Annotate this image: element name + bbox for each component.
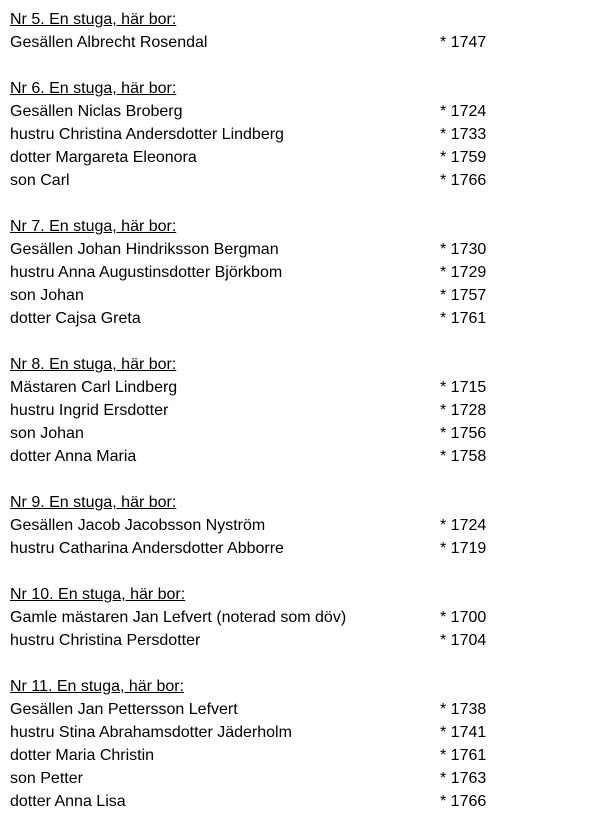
person-row — [10, 514, 570, 537]
person-row — [10, 399, 570, 422]
household-heading: Nr 10. En stuga, här bor: — [10, 586, 186, 603]
person-row — [10, 238, 570, 261]
person-name: dotter Cajsa Greta — [10, 310, 141, 327]
birth-year: * 1733 — [440, 126, 487, 143]
birth-year: * 1715 — [440, 379, 487, 396]
birth-year: * 1747 — [440, 34, 487, 51]
birth-year: * 1761 — [440, 747, 487, 764]
person-row — [10, 445, 570, 468]
person-name: Mästaren Carl Lindberg — [10, 379, 178, 396]
birth-year: * 1757 — [440, 287, 487, 304]
household-heading: Nr 9. En stuga, här bor: — [10, 494, 177, 511]
birth-year: * 1729 — [440, 264, 487, 281]
person-name: hustru Christina Andersdotter Lindberg — [10, 126, 284, 143]
birth-year: * 1700 — [440, 609, 487, 626]
birth-year: * 1758 — [440, 448, 487, 465]
birth-year: * 1719 — [440, 540, 487, 557]
person-row — [10, 422, 570, 445]
household-nr-8 — [10, 353, 570, 468]
person-name: son Johan — [10, 425, 84, 442]
household-heading: Nr 5. En stuga, här bor: — [10, 11, 177, 28]
person-name: dotter Anna Maria — [10, 448, 137, 465]
person-name: Gamle mästaren Jan Lefvert (noterad som döv) — [10, 609, 347, 626]
household-nr-9 — [10, 491, 570, 560]
household-nr-11 — [10, 675, 570, 813]
household-nr-6 — [10, 77, 570, 192]
person-name: dotter Margareta Eleonora — [10, 149, 197, 166]
household-heading: Nr 8. En stuga, här bor: — [10, 356, 177, 373]
birth-year: * 1756 — [440, 425, 487, 442]
person-name: dotter Maria Christin — [10, 747, 155, 764]
birth-year: * 1766 — [440, 793, 487, 810]
person-name: son Petter — [10, 770, 83, 787]
person-name: hustru Anna Augustinsdotter Björkbom — [10, 264, 283, 281]
person-row — [10, 537, 570, 560]
birth-year: * 1759 — [440, 149, 487, 166]
person-row — [10, 606, 570, 629]
person-name: son Carl — [10, 172, 70, 189]
person-row — [10, 100, 570, 123]
person-row — [10, 146, 570, 169]
birth-year: * 1730 — [440, 241, 487, 258]
person-name: hustru Stina Abrahamsdotter Jäderholm — [10, 724, 292, 741]
household-nr-7 — [10, 215, 570, 330]
person-row — [10, 284, 570, 307]
birth-year: * 1738 — [440, 701, 487, 718]
person-name: Gesällen Jacob Jacobsson Nyström — [10, 517, 266, 534]
household-heading: Nr 6. En stuga, här bor: — [10, 80, 177, 97]
person-row — [10, 307, 570, 330]
person-row — [10, 721, 570, 744]
birth-year: * 1761 — [440, 310, 487, 327]
person-name: son Johan — [10, 287, 84, 304]
person-name: Gesällen Jan Pettersson Lefvert — [10, 701, 238, 718]
birth-year: * 1724 — [440, 517, 487, 534]
person-name: hustru Christina Persdotter — [10, 632, 201, 649]
person-name: hustru Catharina Andersdotter Abborre — [10, 540, 284, 557]
household-register — [10, 8, 570, 836]
household-heading: Nr 11. En stuga, här bor: — [10, 678, 185, 695]
person-name: hustru Ingrid Ersdotter — [10, 402, 169, 419]
person-name: Gesällen Niclas Broberg — [10, 103, 183, 120]
person-row — [10, 261, 570, 284]
birth-year: * 1766 — [440, 172, 487, 189]
person-row — [10, 169, 570, 192]
person-row — [10, 376, 570, 399]
household-nr-5 — [10, 8, 570, 54]
person-row — [10, 744, 570, 767]
birth-year: * 1728 — [440, 402, 487, 419]
birth-year: * 1763 — [440, 770, 487, 787]
household-heading: Nr 7. En stuga, här bor: — [10, 218, 177, 235]
person-row — [10, 123, 570, 146]
person-row — [10, 629, 570, 652]
person-row — [10, 767, 570, 790]
person-name: Gesällen Johan Hindriksson Bergman — [10, 241, 279, 258]
person-row — [10, 698, 570, 721]
birth-year: * 1741 — [440, 724, 487, 741]
birth-year: * 1724 — [440, 103, 487, 120]
birth-year: * 1704 — [440, 632, 487, 649]
household-nr-10 — [10, 583, 570, 652]
person-row — [10, 790, 570, 813]
person-name: Gesällen Albrecht Rosendal — [10, 34, 208, 51]
person-name: dotter Anna Lisa — [10, 793, 126, 810]
person-row — [10, 31, 570, 54]
